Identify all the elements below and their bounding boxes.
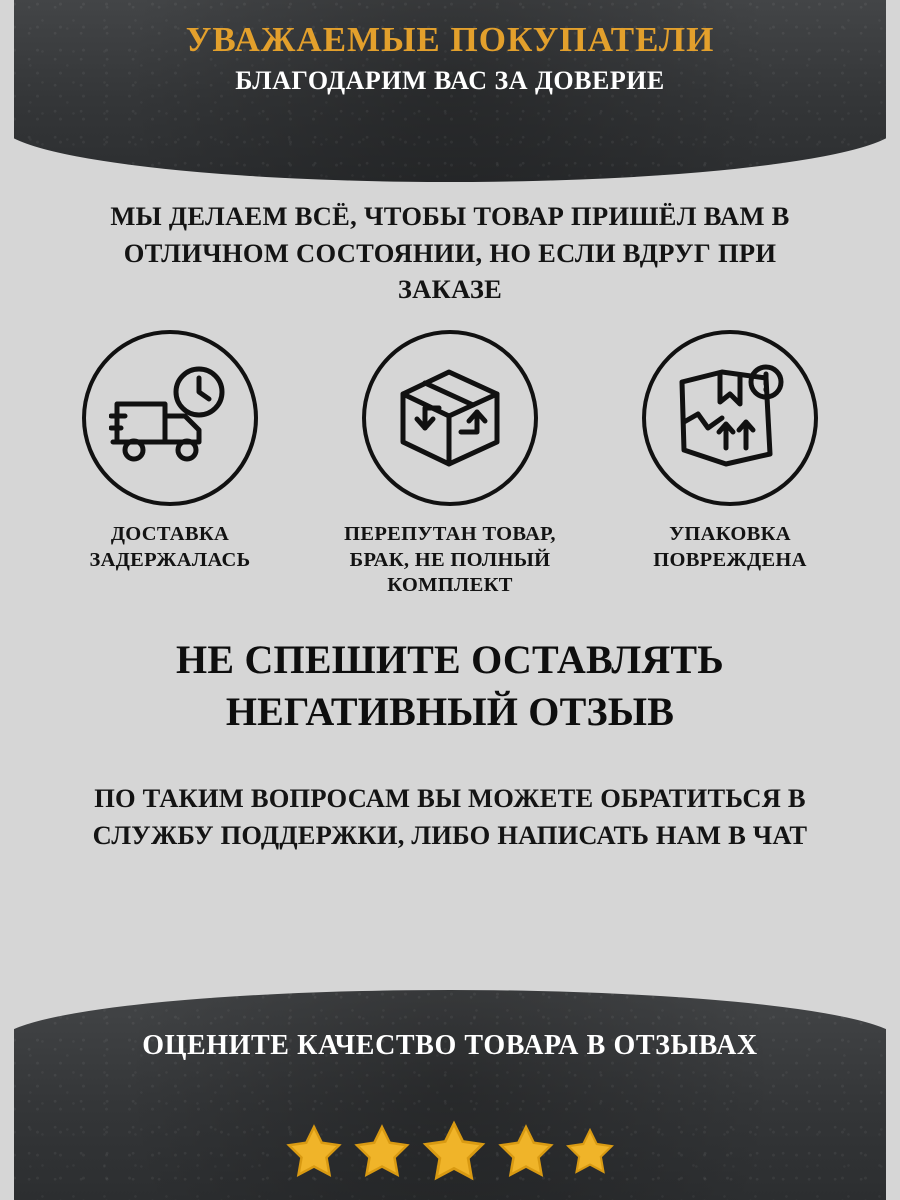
issue-item-delivery-delayed [40,330,300,599]
star-icon[interactable] [283,1122,345,1182]
issue-icons-row [40,330,860,599]
header-title: УВАЖАЕМЫЕ ПОКУПАТЕЛИ [185,20,715,59]
issue-item-damaged-package [600,330,860,599]
damaged-package-icon [642,330,818,506]
header [0,20,900,96]
header-subtitle: БЛАГОДАРИМ ВАС ЗА ДОВЕРИЕ [235,66,665,96]
star-rating[interactable] [0,1118,900,1186]
left-edge-rail [0,0,14,1200]
support-paragraph: ПО ТАКИМ ВОПРОСАМ ВЫ МОЖЕТЕ ОБРАТИТЬСЯ В СЛУЖБУ ПОДДЕРЖКИ, ЛИБО НАПИСАТЬ НАМ В ЧАТ [92,783,808,850]
issue-caption: ДОСТАВКА ЗАДЕРЖАЛАСЬ [89,523,251,571]
star-icon[interactable] [419,1118,489,1186]
issue-item-wrong-goods [320,330,580,599]
delivery-truck-clock-icon [82,330,258,506]
star-icon[interactable] [351,1122,413,1182]
star-icon[interactable] [563,1126,617,1178]
issue-caption: УПАКОВКА ПОВРЕЖДЕНА [653,523,807,571]
star-icon[interactable] [495,1122,557,1182]
intro-paragraph: МЫ ДЕЛАЕМ ВСЁ, ЧТОБЫ ТОВАР ПРИШЁЛ ВАМ В ОТЛИЧНОМ СОСТОЯНИИ, НО ЕСЛИ ВДРУГ ПРИ ЗАКАЗЕ [110,201,790,305]
right-edge-rail [886,0,900,1200]
box-return-arrow-icon [362,330,538,506]
footer-call-to-action: ОЦЕНИТЕ КАЧЕСТВО ТОВАРА В ОТЗЫВАХ [142,1030,758,1061]
headline: НЕ СПЕШИТЕ ОСТАВЛЯТЬ НЕГАТИВНЫЙ ОТЗЫВ [176,637,724,734]
issue-caption: ПЕРЕПУТАН ТОВАР, БРАК, НЕ ПОЛНЫЙ КОМПЛЕКТ [344,523,556,597]
